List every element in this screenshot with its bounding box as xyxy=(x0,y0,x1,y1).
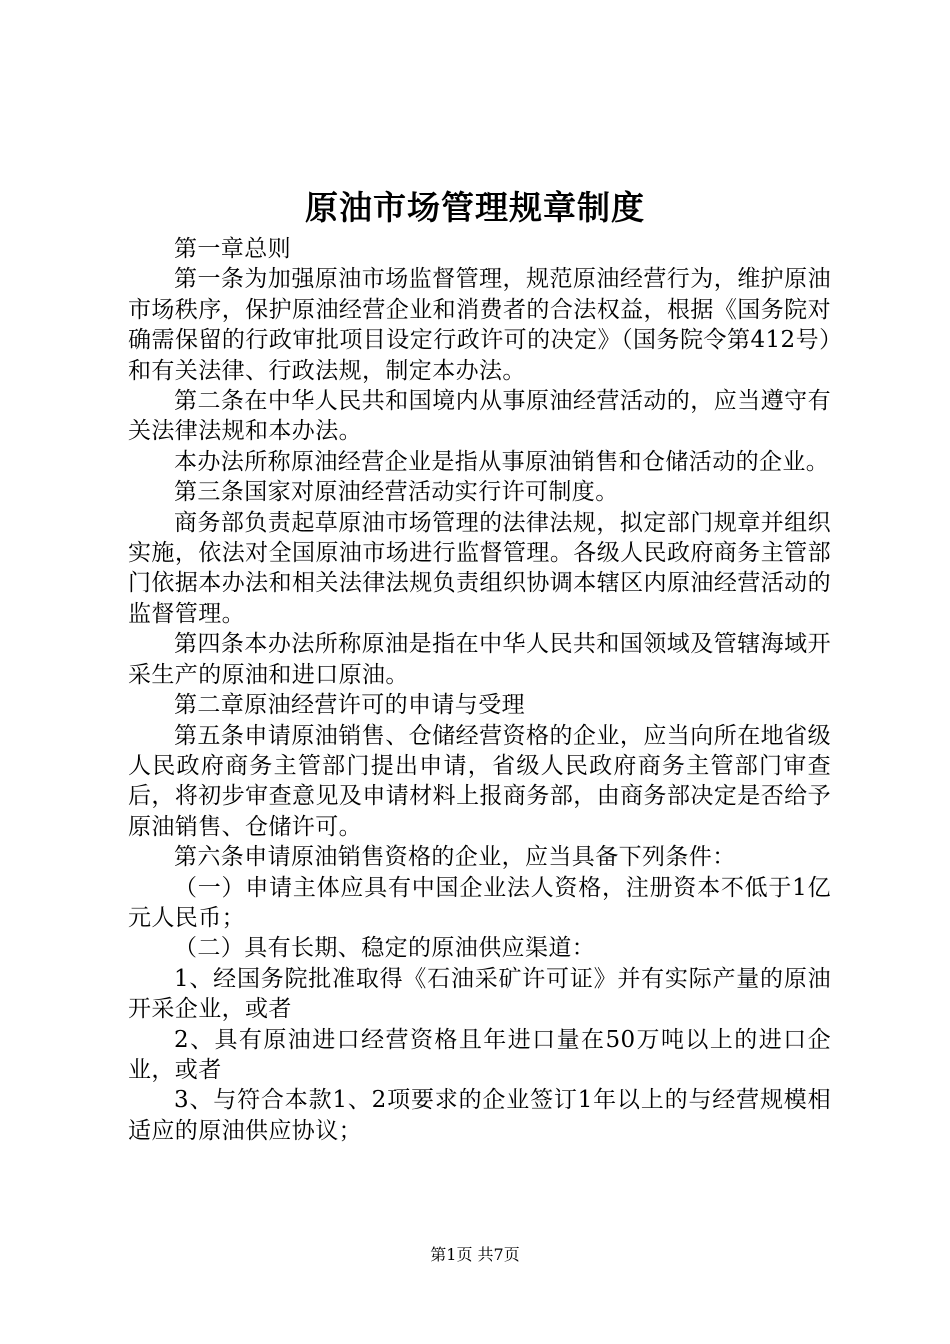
paragraph: 商务部负责起草原油市场管理的法律法规，拟定部门规章并组织实施，依法对全国原油市场进行监督管理。各级人民政府商务主管部门依据本办法和相关法律法规负责组织协调本辖区内原油经营活动的监督管理。 xyxy=(128,509,831,627)
paragraph: 第三条国家对原油经营活动实行许可制度。 xyxy=(174,479,619,506)
paragraph: 第六条申请原油销售资格的企业，应当具备下列条件： xyxy=(174,844,736,871)
chapter-heading: 第二章原油经营许可的申请与受理 xyxy=(174,692,525,719)
paragraph: 第四条本办法所称原油是指在中华人民共和国领域及管辖海域开采生产的原油和进口原油。 xyxy=(128,631,831,688)
paragraph: 本办法所称原油经营企业是指从事原油销售和仓储活动的企业。 xyxy=(174,448,830,475)
chapter-heading: 第一章总则 xyxy=(174,236,291,262)
list-item: 2、具有原油进口经营资格且年进口量在50万吨以上的进口企业，或者 xyxy=(128,1026,831,1083)
list-item: 3、与符合本款1、2项要求的企业签订1年以上的与经营规模相适应的原油供应协议； xyxy=(128,1087,831,1144)
paragraph: 第一条为加强原油市场监督管理，规范原油经营行为，维护原油市场秩序，保护原油经营企业和消费者的合法权益，根据《国务院对确需保留的行政审批项目设定行政许可的决定》（国务院令第412号）和有关法律、行政法规，制定本办法。 xyxy=(128,266,831,384)
list-item: 1、经国务院批准取得《石油采矿许可证》并有实际产量的原油开采企业，或者 xyxy=(128,965,831,1023)
list-item: （二）具有长期、稳定的原油供应渠道： xyxy=(174,935,596,962)
document-body xyxy=(128,234,831,1146)
document-title: 原油市场管理规章制度 xyxy=(305,188,645,227)
paragraph: 第五条申请原油销售、仓储经营资格的企业，应当向所在地省级人民政府商务主管部门提出申请，省级人民政府商务主管部门审查后，将初步审查意见及申请材料上报商务部，由商务部决定是否给予原油销售、仓储许可。 xyxy=(128,722,831,840)
list-item: （一）申请主体应具有中国企业法人资格，注册资本不低于1亿元人民币； xyxy=(128,874,831,931)
paragraph: 第二条在中华人民共和国境内从事原油经营活动的，应当遵守有关法律法规和本办法。 xyxy=(128,388,831,445)
page-number: 第1页 共7页 xyxy=(430,1245,520,1264)
